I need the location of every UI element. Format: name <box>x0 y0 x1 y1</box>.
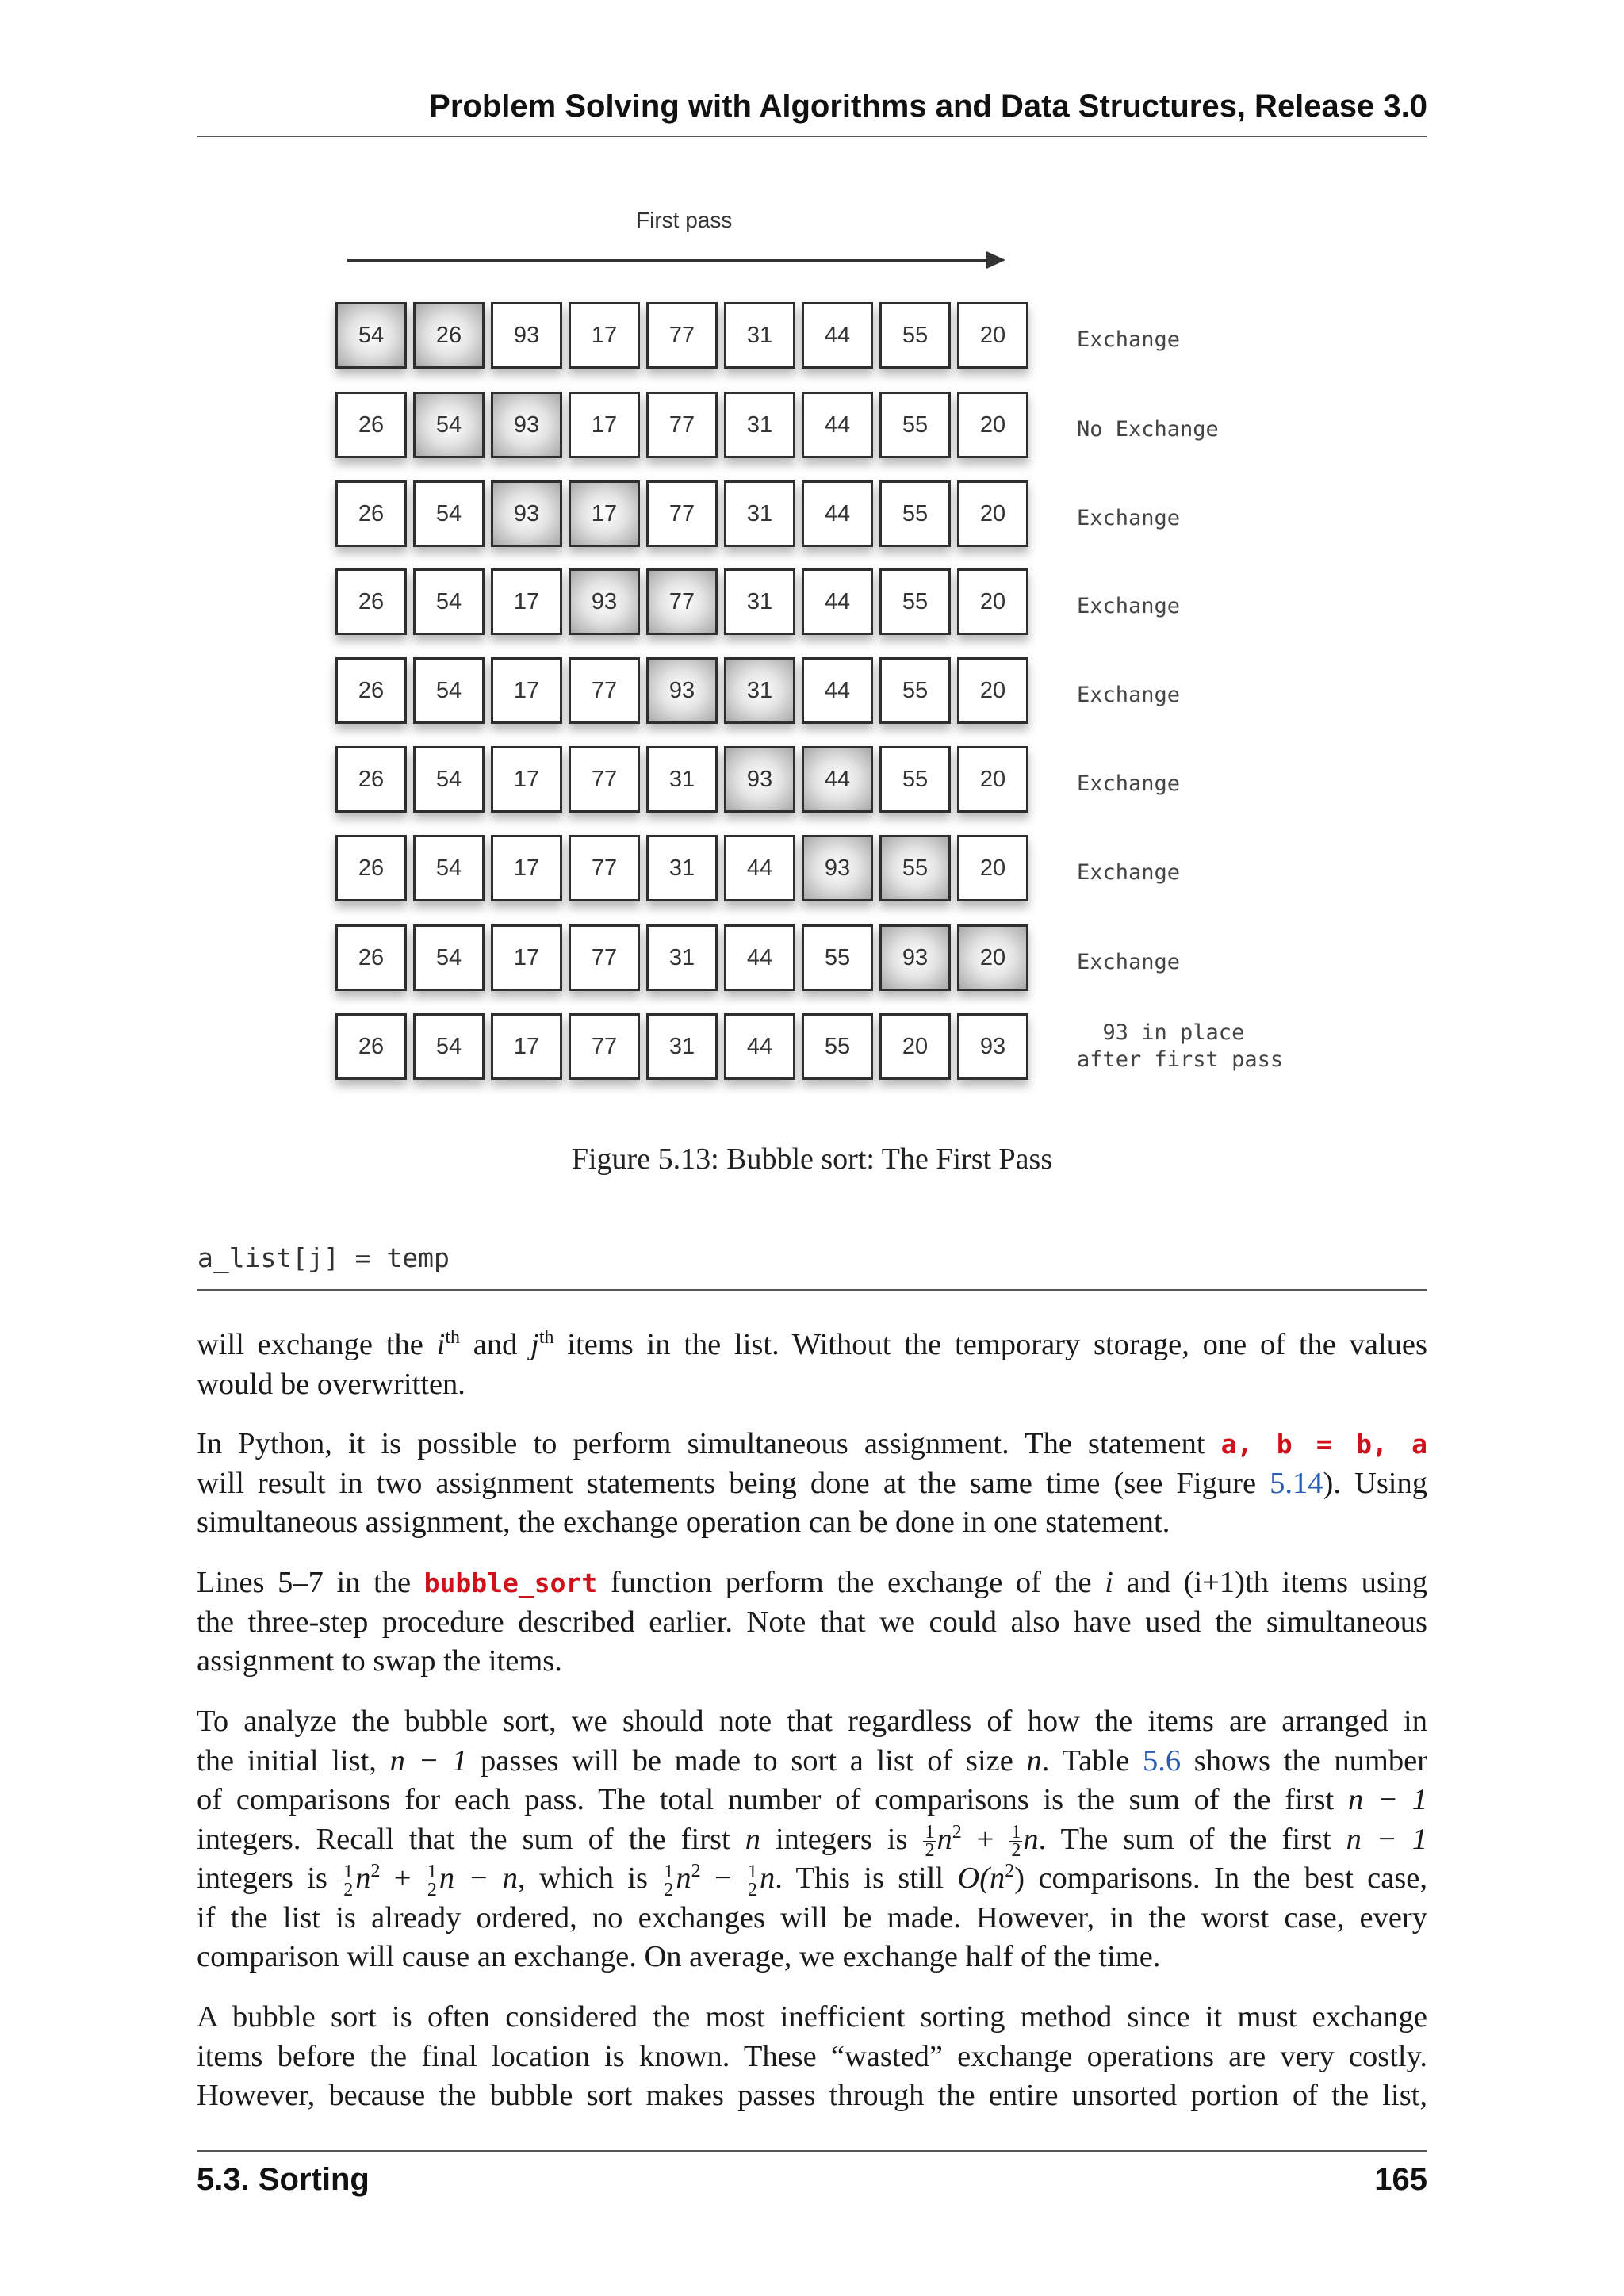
pass-row <box>335 302 1035 369</box>
list-cell: 31 <box>724 480 795 547</box>
list-cell: 54 <box>413 1013 485 1080</box>
list-cell: 54 <box>413 480 485 547</box>
list-cell: 55 <box>879 302 951 369</box>
list-cell: 17 <box>491 1013 562 1080</box>
list-cell: 54 <box>413 924 485 991</box>
list-cell: 26 <box>335 392 407 458</box>
footer-rule <box>197 2150 1427 2152</box>
paragraph-analysis: To analyze the bubble sort, we should note that regardless of how the items are arranged in the initial list, n − 1 passes will be made to sort a list of size n. Table 5.6 shows the number of comparisons for each pass. The total number of comparisons is the sum of the first n − 1 integers. Recall that the sum of the first n integers is $\frac{1}{2}$ $n^2$ + $\frac{1}{2}$ n. The sum of the first n − 1 integers is $\frac{1}{2}$ $n^2$ + $\frac{1}{2}$ n − n, which is $\frac{1}{2}$ $n^2$ − $\frac{1}{2}$ n. This is still $O(n^2)$ comparisons. In the best case, if the list is already ordered, no exchanges will be made. However, in the worst case, every comparison will cause an exchange. On average, we exchange half of the time. <box>197 1705 1428 1974</box>
code-line: a_list[j] = temp <box>197 1242 450 1273</box>
figure-caption: Figure 5.13: Bubble sort: The First Pass <box>571 1142 1053 1176</box>
footer-section: 5.3. Sorting <box>197 2162 370 2197</box>
list-cell: 31 <box>724 568 795 635</box>
list-cell: 20 <box>957 657 1028 724</box>
list-cell: 93 <box>491 392 562 458</box>
row-note: 93 in place after first pass <box>1077 1020 1284 1072</box>
list-cell: 93 <box>491 302 562 369</box>
list-cell: 77 <box>569 835 640 901</box>
pass-row <box>335 480 1035 547</box>
list-cell: 93 <box>802 835 873 901</box>
list-cell: 55 <box>879 392 951 458</box>
list-cell: 31 <box>724 392 795 458</box>
list-cell: 54 <box>335 302 407 369</box>
list-cell: 93 <box>724 746 795 813</box>
list-cell: 31 <box>646 835 718 901</box>
list-cell: 17 <box>569 480 640 547</box>
list-cell: 31 <box>646 924 718 991</box>
first-pass-label: First pass <box>636 208 733 232</box>
list-cell: 77 <box>646 392 718 458</box>
list-cell: 26 <box>335 568 407 635</box>
list-cell: 31 <box>646 1013 718 1080</box>
list-cell: 54 <box>413 568 485 635</box>
list-cell: 55 <box>879 657 951 724</box>
list-cell: 26 <box>335 480 407 547</box>
list-cell: 93 <box>491 480 562 547</box>
row-note: Exchange <box>1077 860 1181 885</box>
list-cell: 77 <box>646 480 718 547</box>
row-note: Exchange <box>1077 771 1181 796</box>
list-cell: 17 <box>569 302 640 369</box>
paragraph-exchange: will exchange the $i^{th}$ and $j^{th}$ items in the list. Without the temporary storage, one of the values would be overwritten. <box>197 1327 1427 1401</box>
pass-row <box>335 392 1035 458</box>
row-note: Exchange <box>1077 950 1181 974</box>
list-cell: 20 <box>957 835 1028 901</box>
list-cell: 54 <box>413 392 485 458</box>
list-cell: 44 <box>802 302 873 369</box>
pass-row <box>335 568 1035 635</box>
list-cell: 77 <box>569 657 640 724</box>
list-cell: 44 <box>802 392 873 458</box>
row-note: Exchange <box>1077 683 1181 707</box>
list-cell: 20 <box>957 392 1028 458</box>
table-link[interactable]: 5.6 <box>1142 1743 1182 1777</box>
list-cell: 26 <box>335 835 407 901</box>
pass-row <box>335 657 1035 724</box>
list-cell: 93 <box>879 924 951 991</box>
paragraph-lines-5-7: Lines 5–7 in the bubble_sort function perform the exchange of the i and (i+1)th items using the three-step procedure described earlier. Note that we could also have used the simultaneous assignment to swap the items. <box>197 1566 1427 1678</box>
figure-link[interactable]: 5.14 <box>1270 1466 1323 1500</box>
list-cell: 54 <box>413 746 485 813</box>
list-cell: 17 <box>491 924 562 991</box>
list-cell: 55 <box>802 1013 873 1080</box>
row-note: No Exchange <box>1077 417 1219 442</box>
list-cell: 20 <box>957 746 1028 813</box>
inline-code-swap: a, b = b, a <box>1220 1429 1428 1460</box>
list-cell: 77 <box>569 1013 640 1080</box>
list-cell: 20 <box>957 302 1028 369</box>
footer-page-number: 165 <box>1374 2162 1427 2197</box>
pass-row <box>335 924 1035 991</box>
pass-row <box>335 746 1035 813</box>
page-header-title: Problem Solving with Algorithms and Data Structures, Release 3.0 <box>429 89 1427 124</box>
list-cell: 26 <box>335 1013 407 1080</box>
list-cell: 55 <box>879 746 951 813</box>
list-cell: 77 <box>569 924 640 991</box>
list-cell: 93 <box>957 1013 1028 1080</box>
list-cell: 44 <box>802 480 873 547</box>
list-cell: 31 <box>724 302 795 369</box>
list-cell: 26 <box>413 302 485 369</box>
list-cell: 93 <box>646 657 718 724</box>
list-cell: 54 <box>413 835 485 901</box>
list-cell: 17 <box>569 392 640 458</box>
list-cell: 20 <box>957 568 1028 635</box>
list-cell: 31 <box>646 746 718 813</box>
row-note: Exchange <box>1077 327 1181 352</box>
code-rule <box>197 1289 1427 1291</box>
list-cell: 17 <box>491 568 562 635</box>
list-cell: 93 <box>569 568 640 635</box>
row-note: Exchange <box>1077 594 1181 618</box>
paragraph-simultaneous-assignment: In Python, it is possible to perform simultaneous assignment. The statement a, b = b, a will result in two assignment statements being done at the same time (see Figure 5.14). Using simultaneous assignment, the exchange operation can be done in one statement. <box>197 1427 1428 1539</box>
list-cell: 44 <box>802 568 873 635</box>
list-cell: 20 <box>879 1013 951 1080</box>
pass-row <box>335 835 1035 901</box>
list-cell: 44 <box>724 924 795 991</box>
list-cell: 26 <box>335 657 407 724</box>
paragraph-inefficient: A bubble sort is often considered the most inefficient sorting method since it must exchange items before the final location is known. These “wasted” exchange operations are very costly. However, because the bubble sort makes passes through the entire unsorted portion of the list, <box>197 2000 1427 2112</box>
list-cell: 44 <box>724 1013 795 1080</box>
list-cell: 55 <box>879 835 951 901</box>
list-cell: 44 <box>724 835 795 901</box>
list-cell: 31 <box>724 657 795 724</box>
list-cell: 17 <box>491 746 562 813</box>
list-cell: 17 <box>491 657 562 724</box>
list-cell: 77 <box>646 302 718 369</box>
list-cell: 55 <box>879 568 951 635</box>
list-cell: 17 <box>491 835 562 901</box>
list-cell: 54 <box>413 657 485 724</box>
list-cell: 20 <box>957 480 1028 547</box>
list-cell: 44 <box>802 746 873 813</box>
pass-arrow-head-icon <box>986 251 1005 269</box>
row-note: Exchange <box>1077 506 1181 530</box>
list-cell: 55 <box>802 924 873 991</box>
list-cell: 77 <box>569 746 640 813</box>
list-cell: 26 <box>335 924 407 991</box>
list-cell: 26 <box>335 746 407 813</box>
pass-arrow-line <box>347 259 988 262</box>
list-cell: 44 <box>802 657 873 724</box>
list-cell: 20 <box>957 924 1028 991</box>
inline-code-bubble-sort: bubble_sort <box>423 1567 598 1598</box>
pass-row <box>335 1013 1035 1080</box>
list-cell: 77 <box>646 568 718 635</box>
list-cell: 55 <box>879 480 951 547</box>
